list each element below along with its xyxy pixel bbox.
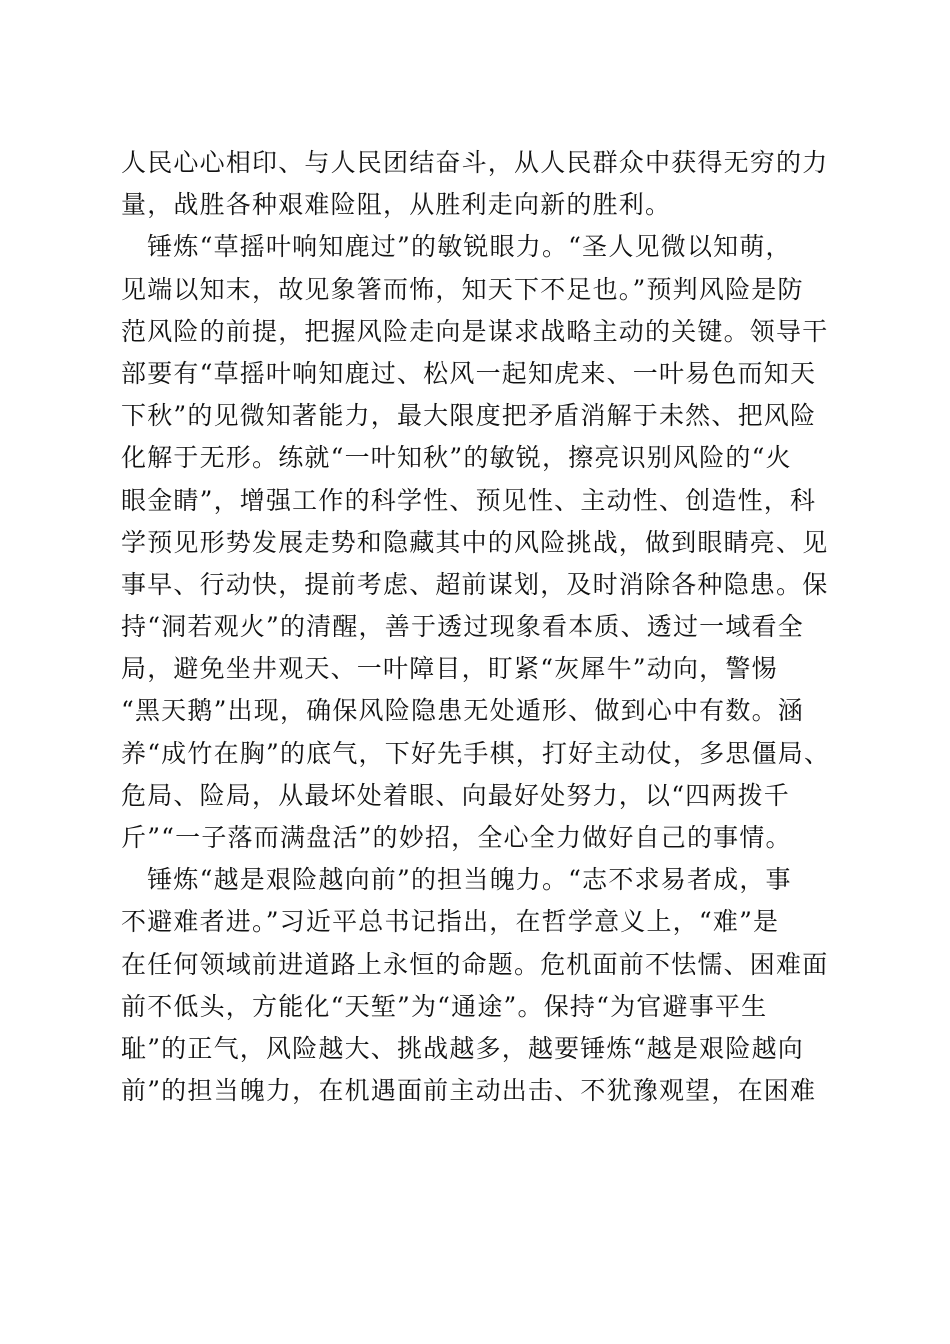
text-line: 人民心心相印、与人民团结奋斗，从人民群众中获得无穷的力 bbox=[121, 148, 829, 177]
text-line: 耻”的正气，风险越大、挑战越多，越要锤炼“越是艰险越向 bbox=[121, 1033, 804, 1063]
paragraph-start-line: 锤炼“越是艰险越向前”的担当魄力。“志不求易者成，事 bbox=[121, 865, 792, 895]
text-line: 量，战胜各种艰难险阻，从胜利走向新的胜利。 bbox=[121, 190, 672, 220]
text-line: 持“洞若观火”的清醒，善于透过现象看本质、透过一域看全 bbox=[121, 612, 804, 642]
text-line: 化解于无形。练就“一叶知秋”的敏锐，擦亮识别风险的“火 bbox=[121, 443, 792, 473]
text-line: 前”的担当魄力，在机遇面前主动出击、不犹豫观望，在困难 bbox=[121, 1076, 817, 1106]
text-line: 下秋”的见微知著能力，最大限度把矛盾消解于未然、把风险 bbox=[121, 401, 817, 431]
text-line: 部要有“草摇叶响知鹿过、松风一起知虎来、一叶易色而知天 bbox=[121, 358, 817, 388]
paragraph-start-line: 锤炼“草摇叶响知鹿过”的敏锐眼力。“圣人见微以知萌， bbox=[121, 232, 792, 262]
text-line: 范风险的前提，把握风险走向是谋求战略主动的关键。领导干 bbox=[121, 316, 829, 346]
text-line: 见端以知末，故见象箸而怖，知天下不足也。”预判风险是防 bbox=[121, 274, 804, 304]
text-line: 不避难者进。”习近平总书记指出，在哲学意义上，“难”是 bbox=[121, 907, 780, 937]
text-line: 前不低头，方能化“天堑”为“通途”。保持“为官避事平生 bbox=[121, 991, 768, 1021]
text-line: 事早、行动快，提前考虑、超前谋划，及时消除各种隐患。保 bbox=[121, 569, 829, 599]
text-line: 养“成竹在胸”的底气，下好先手棋，打好主动仗，多思僵局、 bbox=[121, 738, 831, 768]
body-text bbox=[121, 142, 841, 1112]
text-line: 危局、险局，从最坏处着眼、向最好处努力，以“四两拨千 bbox=[121, 780, 790, 810]
text-line: 局，避免坐井观天、一叶障目，盯紧“灰犀牛”动向，警惕 bbox=[121, 654, 778, 684]
text-line: “黑天鹅”出现，确保风险隐患无处遁形、做到心中有数。涵 bbox=[121, 696, 804, 726]
text-line: 在任何领域前进道路上永恒的命题。危机面前不怯懦、困难面 bbox=[121, 949, 829, 979]
text-line: 眼金睛”，增强工作的科学性、预见性、主动性、创造性，科 bbox=[121, 485, 817, 515]
text-line: 学预见形势发展走势和隐藏其中的风险挑战，做到眼睛亮、见 bbox=[121, 527, 829, 557]
text-line: 斤”“一子落而满盘活”的妙招，全心全力做好自己的事情。 bbox=[121, 823, 792, 852]
